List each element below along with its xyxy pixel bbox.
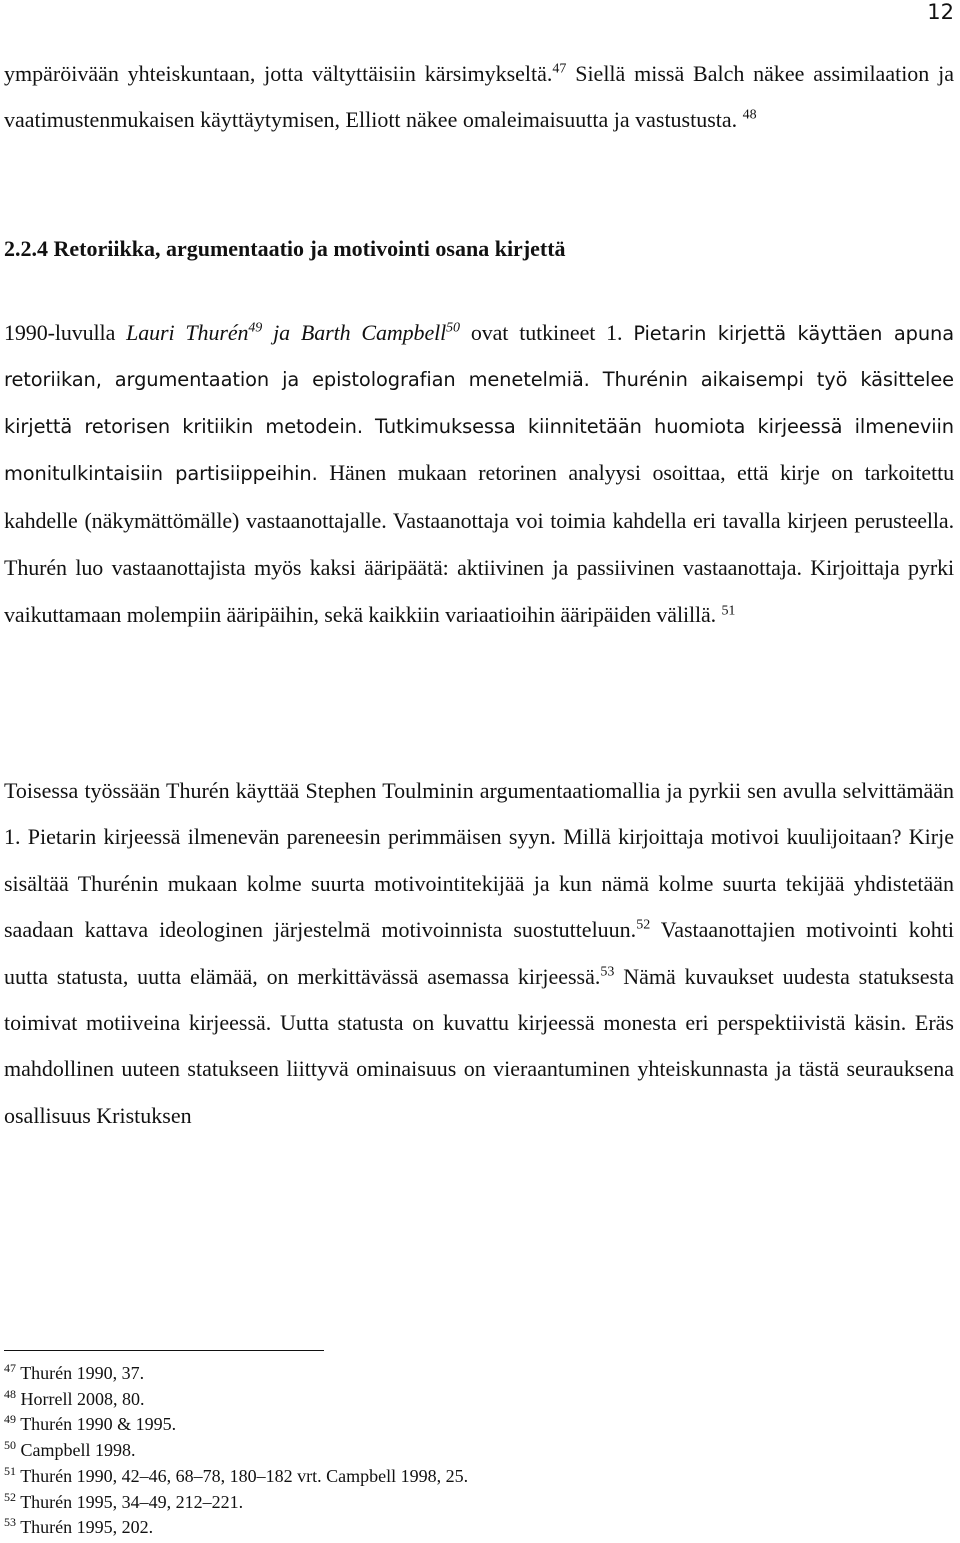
section-heading: 2.2.4 Retoriikka, argumentaatio ja motivointi osana kirjettä [4,236,566,261]
paragraph-text: Pietarin kirjettä käyttäen apuna retoriikan, argumentaation ja epistolografian menetelmiä. Thurénin aikaisempi työ käsittelee kirjettä retorisen kritiikin metodein. Tutkimuksessa kiinnitetään huomiota kirjeessä ilmeneviin monitulkintaisiin partisiippeihin. [4,322,954,486]
footnote-item [4,1387,468,1413]
footnote-number: 50 [4,1438,16,1453]
footnote-ref-51[interactable]: 51 [721,603,736,619]
footnote-text: Thurén 1990, 42–46, 68–78, 180–182 vrt. Campbell 1998, 25. [20,1465,469,1486]
paragraph-text: Nämä kuvaukset uudesta statuksesta toimivat motiiveina kirjeessä. Uutta statusta on kuvattu kirjeessä monesta eri perspektiivistä käsin. Eräs mahdollinen uuteen statukseen liittyvä ominaisuus on vieraantuminen yhteiskunnasta ja tästä seurauksena osallisuus Kristuksen [4,963,954,1128]
footnote-ref-48[interactable]: 48 [742,108,757,124]
footnote-item [4,1490,468,1516]
paragraph-toulmin [4,768,954,1139]
footnote-text: Thurén 1990 & 1995. [20,1414,177,1435]
footnote-text: Campbell 1998. [20,1440,136,1461]
paragraph-text: ympäröivään yhteiskuntaan, jotta vältyttäisiin kärsimykseltä. [4,61,553,86]
paragraph-text: Toisessa työssään Thurén käyttää Stephen Toulminin argumentaatiomallia ja pyrkii sen avulla selvittämään 1. Pietarin kirjeessä ilmenevän pareneesin perimmäisen syyn. Millä kirjoittaja motivoi kuulijoitaan? Kirje sisältää Thurénin mukaan kolme suurta motivointitekijää ja kun nämä kolme suurta tekijää yhdistetään saadaan kattava ideologinen järjestelmä motivoinnista suostutteluun. [4,778,954,943]
footnote-ref-50[interactable]: 50 [446,320,460,336]
footnote-number: 49 [4,1412,16,1427]
footnote-separator [4,1350,324,1351]
connector-text: ja [262,320,301,345]
footnote-item [4,1438,468,1464]
footnote-number: 52 [4,1489,16,1504]
footnote-text: Thurén 1995, 34–49, 212–221. [20,1491,244,1512]
footnote-ref-49[interactable]: 49 [248,320,263,336]
footnote-ref-47[interactable]: 47 [552,61,567,77]
footnote-list [4,1361,468,1541]
footnote-ref-52[interactable]: 52 [636,917,651,933]
footnote-text: Thurén 1995, 202. [20,1517,154,1538]
paragraph-rhetoric [4,310,954,640]
footnote-number: 51 [4,1463,16,1478]
footnote-number: 48 [4,1386,16,1401]
footnote-text: Thurén 1990, 37. [20,1363,145,1383]
footnote-item [4,1412,468,1438]
paragraph-intro [4,320,633,345]
paragraph-text: Vastaanottajien motivointi kohti uutta statusta, uutta elämää, on merkittävässä asemassa kirjeessä. [4,917,954,989]
footnote-ref-53[interactable]: 53 [600,964,615,980]
footnote-item [4,1361,468,1387]
paragraph-text: ovat tutkineet 1. [459,320,634,345]
footnote-text: Horrell 2008, 80. [20,1388,145,1409]
paragraph-text: Siellä missä Balch näkee assimilaation ja vaatimustenmukaisen käyttäytymisen, Elliott näkee omaleimaisuutta ja vastustusta. [4,61,954,133]
author-name: Barth Campbell [300,320,447,345]
paragraph-text: 1990-luvulla [4,320,127,345]
paragraph-text: Hänen mukaan retorinen analyysi osoittaa, että kirje on tarkoitettu kahdelle (näkymättömälle) vastaanottajalle. Vastaanottaja voi toimia kahdella eri tavalla kirjeen perusteella. Thurén luo vastaanottajista myös kaksi ääripäätä: aktiivinen ja passiivinen vastaanottaja. Kirjoittaja pyrki vaikuttamaan molempiin ääripäihin, sekä kaikkiin variaatioihin ääripäiden välillä. [4,460,954,628]
footnote-item [4,1464,468,1490]
page-number: 12 [927,0,954,24]
footnote-number: 53 [4,1515,16,1530]
footnote-item [4,1515,468,1541]
footnote-number: 47 [4,1361,16,1375]
paragraph-assimilation [4,51,954,144]
author-name: Lauri Thurén [126,320,249,345]
